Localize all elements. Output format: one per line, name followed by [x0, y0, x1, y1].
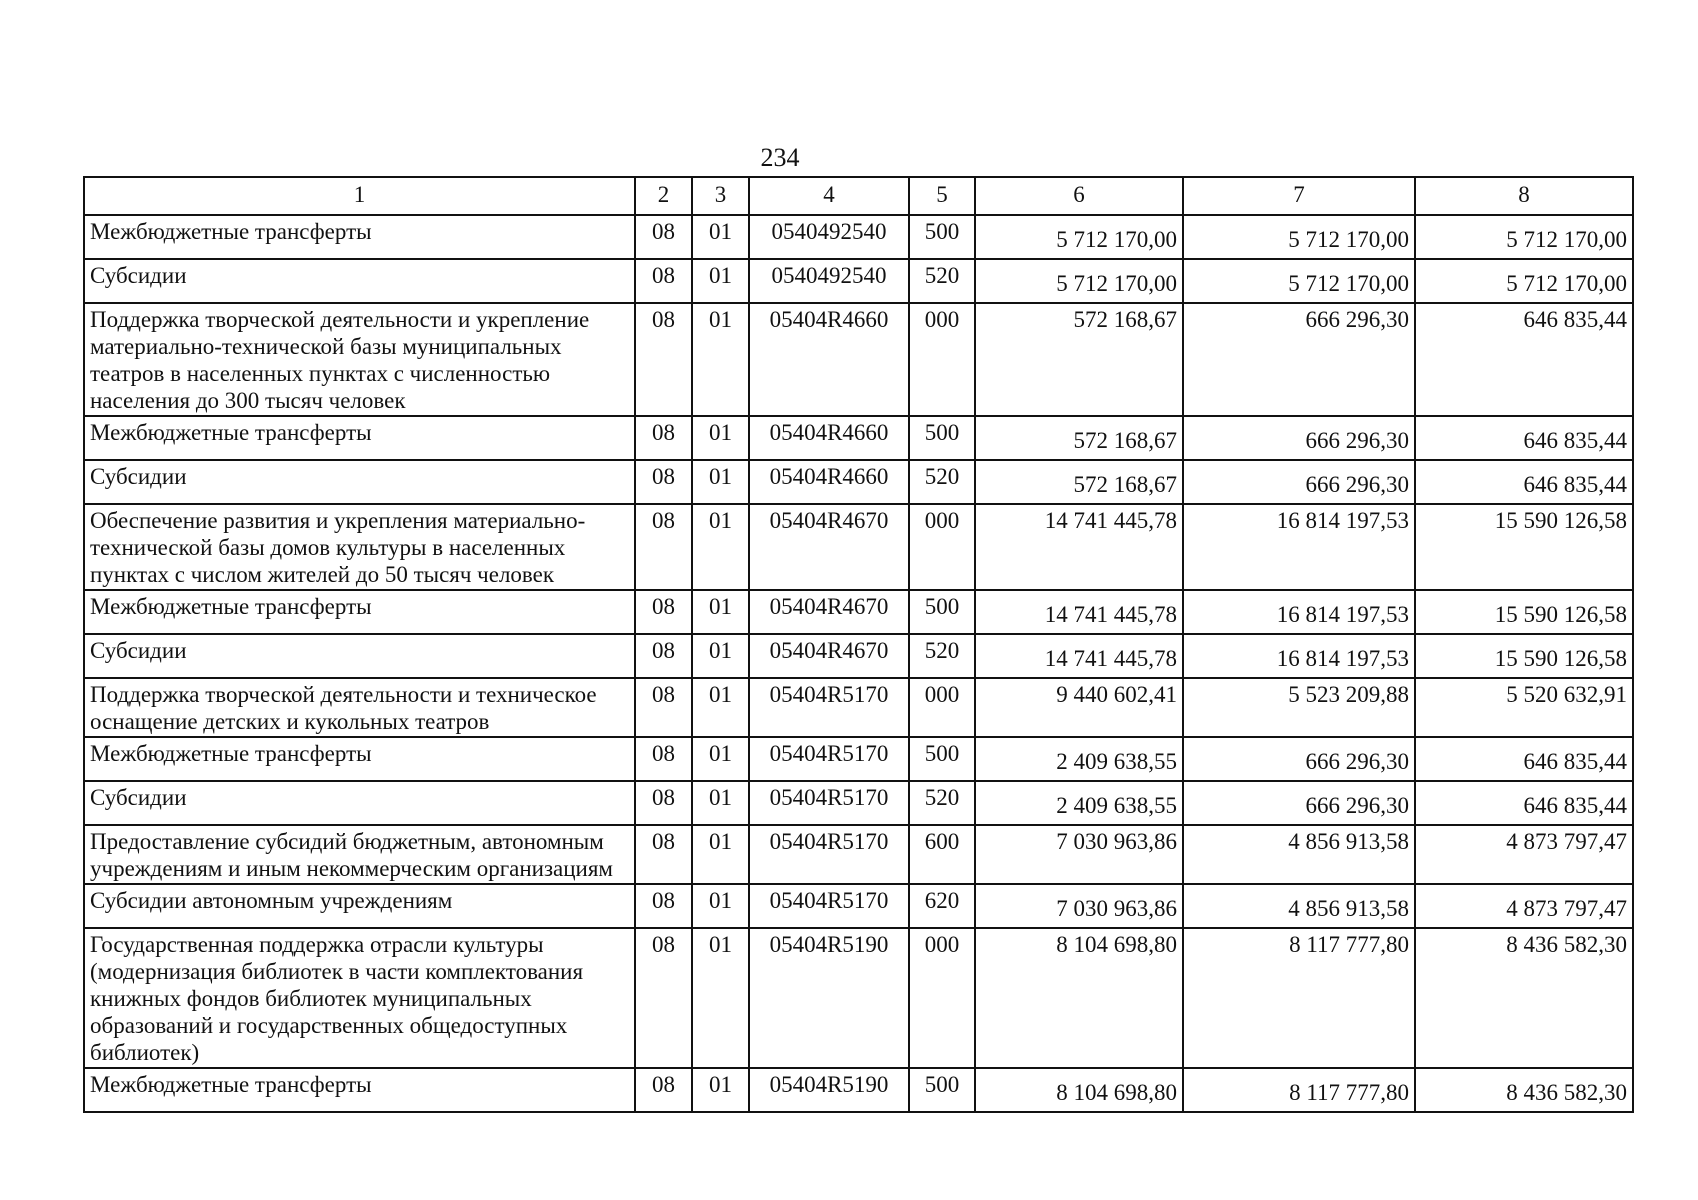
section-code: 08 — [635, 460, 692, 504]
subsection-code: 01 — [692, 215, 749, 259]
column-header-3: 3 — [692, 177, 749, 215]
expense-type-code: 000 — [909, 303, 975, 416]
expense-type-code: 500 — [909, 590, 975, 634]
target-article-code: 0540492540 — [749, 215, 909, 259]
section-code: 08 — [635, 215, 692, 259]
amount-col-7: 5 712 170,00 — [1183, 259, 1415, 303]
section-code: 08 — [635, 259, 692, 303]
amount-col-8: 8 436 582,30 — [1415, 928, 1633, 1068]
column-header-8: 8 — [1415, 177, 1633, 215]
subsection-code: 01 — [692, 504, 749, 590]
amount-col-7: 16 814 197,53 — [1183, 590, 1415, 634]
row-name: Субсидии — [84, 460, 635, 504]
target-article-code: 05404R5170 — [749, 737, 909, 781]
amount-col-6: 5 712 170,00 — [975, 215, 1183, 259]
target-article-code: 05404R4670 — [749, 590, 909, 634]
row-name: Государственная поддержка отрасли культуры (модернизация библиотек в части комплектования книжных фондов библиотек муниципальных образований и государственных общедоступных библиотек) — [84, 928, 635, 1068]
table-row — [84, 1068, 1633, 1112]
amount-col-6: 9 440 602,41 — [975, 678, 1183, 737]
amount-col-8: 5 520 632,91 — [1415, 678, 1633, 737]
row-name: Поддержка творческой деятельности и техническое оснащение детских и кукольных театров — [84, 678, 635, 737]
column-header-7: 7 — [1183, 177, 1415, 215]
subsection-code: 01 — [692, 634, 749, 678]
subsection-code: 01 — [692, 590, 749, 634]
table-row — [84, 781, 1633, 825]
amount-col-8: 15 590 126,58 — [1415, 590, 1633, 634]
amount-col-6: 7 030 963,86 — [975, 884, 1183, 928]
section-code: 08 — [635, 303, 692, 416]
table-row — [84, 590, 1633, 634]
amount-col-7: 666 296,30 — [1183, 737, 1415, 781]
amount-col-8: 15 590 126,58 — [1415, 504, 1633, 590]
table-row — [84, 259, 1633, 303]
row-name: Межбюджетные трансферты — [84, 1068, 635, 1112]
subsection-code: 01 — [692, 416, 749, 460]
section-code: 08 — [635, 634, 692, 678]
row-name: Межбюджетные трансферты — [84, 416, 635, 460]
expense-type-code: 520 — [909, 634, 975, 678]
section-code: 08 — [635, 928, 692, 1068]
row-name: Поддержка творческой деятельности и укрепление материально-технической базы муниципальных театров в населенных пунктах с численностью населения до 300 тысяч человек — [84, 303, 635, 416]
table-row — [84, 928, 1633, 1068]
amount-col-6: 2 409 638,55 — [975, 737, 1183, 781]
amount-col-8: 4 873 797,47 — [1415, 884, 1633, 928]
amount-col-6: 14 741 445,78 — [975, 590, 1183, 634]
subsection-code: 01 — [692, 884, 749, 928]
row-name: Субсидии — [84, 634, 635, 678]
target-article-code: 0540492540 — [749, 259, 909, 303]
table-row — [84, 634, 1633, 678]
target-article-code: 05404R5170 — [749, 825, 909, 884]
target-article-code: 05404R4660 — [749, 303, 909, 416]
subsection-code: 01 — [692, 259, 749, 303]
table-row — [84, 416, 1633, 460]
amount-col-8: 5 712 170,00 — [1415, 259, 1633, 303]
table-row — [84, 215, 1633, 259]
target-article-code: 05404R5190 — [749, 928, 909, 1068]
amount-col-8: 646 835,44 — [1415, 460, 1633, 504]
header-row — [84, 177, 1633, 215]
expense-type-code: 000 — [909, 928, 975, 1068]
row-name: Субсидии — [84, 259, 635, 303]
amount-col-8: 15 590 126,58 — [1415, 634, 1633, 678]
amount-col-6: 7 030 963,86 — [975, 825, 1183, 884]
expense-type-code: 620 — [909, 884, 975, 928]
page-number: 234 — [760, 143, 800, 172]
subsection-code: 01 — [692, 1068, 749, 1112]
section-code: 08 — [635, 1068, 692, 1112]
column-header-2: 2 — [635, 177, 692, 215]
expense-type-code: 500 — [909, 215, 975, 259]
column-header-4: 4 — [749, 177, 909, 215]
subsection-code: 01 — [692, 678, 749, 737]
row-name: Обеспечение развития и укрепления материально-технической базы домов культуры в населенных пунктах с числом жителей до 50 тысяч человек — [84, 504, 635, 590]
amount-col-8: 646 835,44 — [1415, 737, 1633, 781]
amount-col-7: 16 814 197,53 — [1183, 504, 1415, 590]
amount-col-7: 666 296,30 — [1183, 416, 1415, 460]
amount-col-8: 5 712 170,00 — [1415, 215, 1633, 259]
section-code: 08 — [635, 884, 692, 928]
expense-type-code: 600 — [909, 825, 975, 884]
table-row — [84, 303, 1633, 416]
subsection-code: 01 — [692, 781, 749, 825]
row-name: Межбюджетные трансферты — [84, 215, 635, 259]
amount-col-8: 646 835,44 — [1415, 781, 1633, 825]
amount-col-6: 8 104 698,80 — [975, 1068, 1183, 1112]
column-header-6: 6 — [975, 177, 1183, 215]
amount-col-6: 2 409 638,55 — [975, 781, 1183, 825]
expense-type-code: 500 — [909, 737, 975, 781]
target-article-code: 05404R5170 — [749, 678, 909, 737]
amount-col-7: 4 856 913,58 — [1183, 825, 1415, 884]
amount-col-8: 646 835,44 — [1415, 303, 1633, 416]
section-code: 08 — [635, 416, 692, 460]
target-article-code: 05404R4670 — [749, 634, 909, 678]
amount-col-8: 646 835,44 — [1415, 416, 1633, 460]
column-header-5: 5 — [909, 177, 975, 215]
amount-col-7: 16 814 197,53 — [1183, 634, 1415, 678]
table-row — [84, 884, 1633, 928]
table-row — [84, 504, 1633, 590]
amount-col-8: 4 873 797,47 — [1415, 825, 1633, 884]
subsection-code: 01 — [692, 825, 749, 884]
expense-type-code: 520 — [909, 460, 975, 504]
amount-col-7: 666 296,30 — [1183, 303, 1415, 416]
amount-col-7: 5 712 170,00 — [1183, 215, 1415, 259]
target-article-code: 05404R4660 — [749, 460, 909, 504]
budget-table — [83, 176, 1634, 1113]
section-code: 08 — [635, 737, 692, 781]
section-code: 08 — [635, 825, 692, 884]
table-row — [84, 678, 1633, 737]
section-code: 08 — [635, 678, 692, 737]
amount-col-6: 5 712 170,00 — [975, 259, 1183, 303]
row-name: Межбюджетные трансферты — [84, 737, 635, 781]
row-name: Межбюджетные трансферты — [84, 590, 635, 634]
amount-col-7: 666 296,30 — [1183, 781, 1415, 825]
target-article-code: 05404R5190 — [749, 1068, 909, 1112]
target-article-code: 05404R5170 — [749, 781, 909, 825]
expense-type-code: 500 — [909, 1068, 975, 1112]
expense-type-code: 000 — [909, 504, 975, 590]
amount-col-6: 8 104 698,80 — [975, 928, 1183, 1068]
section-code: 08 — [635, 590, 692, 634]
amount-col-7: 666 296,30 — [1183, 460, 1415, 504]
expense-type-code: 520 — [909, 259, 975, 303]
subsection-code: 01 — [692, 303, 749, 416]
expense-type-code: 000 — [909, 678, 975, 737]
table-row — [84, 737, 1633, 781]
target-article-code: 05404R4670 — [749, 504, 909, 590]
amount-col-6: 572 168,67 — [975, 460, 1183, 504]
subsection-code: 01 — [692, 737, 749, 781]
row-name: Субсидии автономным учреждениям — [84, 884, 635, 928]
target-article-code: 05404R5170 — [749, 884, 909, 928]
amount-col-7: 4 856 913,58 — [1183, 884, 1415, 928]
amount-col-7: 5 523 209,88 — [1183, 678, 1415, 737]
amount-col-6: 14 741 445,78 — [975, 634, 1183, 678]
amount-col-7: 8 117 777,80 — [1183, 928, 1415, 1068]
subsection-code: 01 — [692, 460, 749, 504]
amount-col-6: 572 168,67 — [975, 303, 1183, 416]
amount-col-6: 14 741 445,78 — [975, 504, 1183, 590]
section-code: 08 — [635, 504, 692, 590]
column-header-1: 1 — [84, 177, 635, 215]
row-name: Предоставление субсидий бюджетным, автономным учреждениям и иным некоммерческим организациям — [84, 825, 635, 884]
table-row — [84, 460, 1633, 504]
expense-type-code: 520 — [909, 781, 975, 825]
expense-type-code: 500 — [909, 416, 975, 460]
table-row — [84, 825, 1633, 884]
amount-col-8: 8 436 582,30 — [1415, 1068, 1633, 1112]
row-name: Субсидии — [84, 781, 635, 825]
amount-col-6: 572 168,67 — [975, 416, 1183, 460]
amount-col-7: 8 117 777,80 — [1183, 1068, 1415, 1112]
target-article-code: 05404R4660 — [749, 416, 909, 460]
subsection-code: 01 — [692, 928, 749, 1068]
section-code: 08 — [635, 781, 692, 825]
